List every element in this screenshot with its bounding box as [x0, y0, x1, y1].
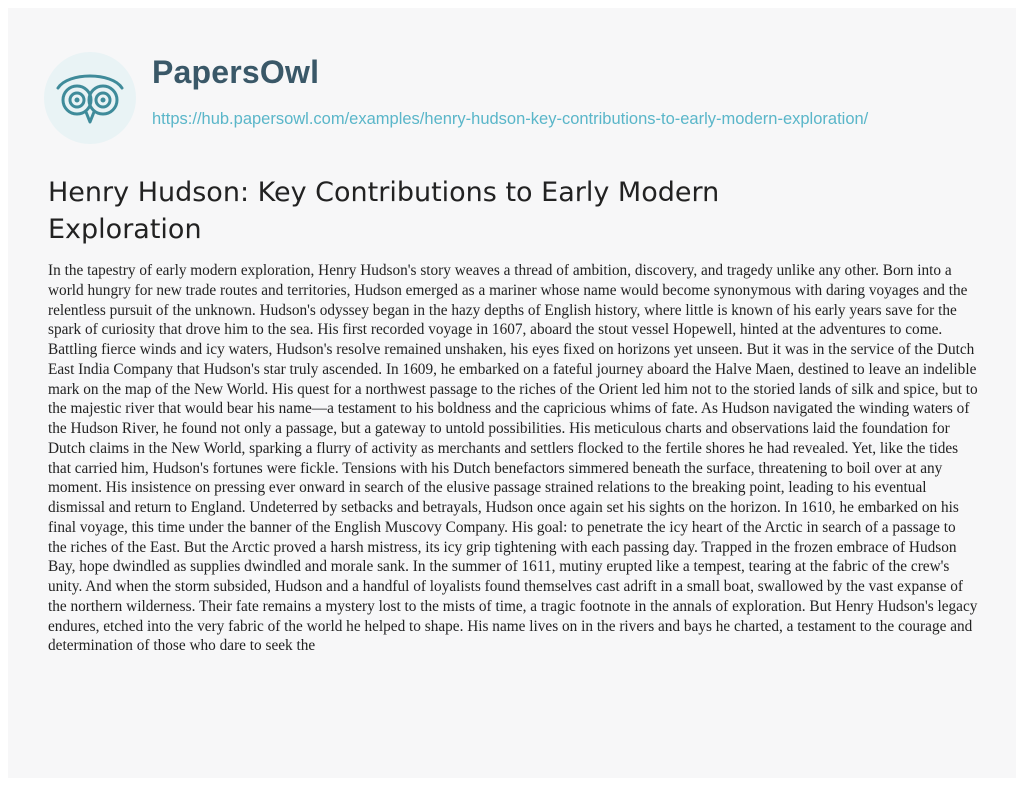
brand-name: PapersOwl	[152, 54, 320, 90]
owl-face-icon	[44, 52, 136, 144]
essay-title: Henry Hudson: Key Contributions to Early Modern Exploration	[48, 177, 720, 245]
essay-body: In the tapestry of early modern exploration, Henry Hudson's story weaves a thread of ambition, discovery, and tragedy unlike any other. Born into a world hungry for new trade routes and territories, Hudson emerged as a mariner whose name would become synonymous with daring voyages and the relentless pursuit of the unknown. Hudson's odyssey began in the hazy depths of English history, where little is known of his early years save for the spark of curiosity that drove him to the sea. His first recorded voyage in 1607, aboard the stout vessel Hopewell, hinted at the adventures to come. Battling fierce winds and icy waters, Hudson's resolve remained unshaken, his eyes fixed on horizons yet unseen. But it was in the service of the Dutch East India Company that Hudson's star truly ascended. In 1609, he embarked on a fateful journey aboard the Halve Maen, destined to leave an indelible mark on the map of the New World. His quest for a northwest passage to the riches of the Orient led him not to the storied lands of silk and spice, but to the majestic river that would bear his name—a testament to his boldness and the capricious whims of fate. As Hudson navigated the winding waters of the Hudson River, he found not only a passage, but a gateway to untold possibilities. His meticulous charts and observations laid the foundation for Dutch claims in the New World, sparking a flurry of activity as merchants and settlers flocked to the fertile shores he had revealed. Yet, like the tides that carried him, Hudson's fortunes were fickle. Tensions with his Dutch benefactors simmered beneath the surface, threatening to boil over at any moment. His insistence on pressing ever onward in search of the elusive passage strained relations to the breaking point, leading to his eventual dismissal and return to England. Undeterred by setbacks and betrayals, Hudson once again set his sights on the horizon. In 1610, he embarked on his final voyage, this time under the banner of the English Muscovy Company. His goal: to penetrate the icy heart of the Arctic in search of a passage to the riches of the East. But the Arctic proved a harsh mistress, its icy grip tightening with each passing day. Trapped in the frozen embrace of Hudson Bay, hope dwindled as supplies dwindled and morale sank. In the summer of 1611, mutiny erupted like a tempest, tearing at the fabric of the crew's unity. And when the storm subsided, Hudson and a handful of loyalists found themselves cast adrift in a small boat, swallowed by the vast expanse of the northern wilderness. Their fate remains a mystery lost to the mists of time, a tragic footnote in the annals of exploration. But Henry Hudson's legacy endures, etched into the very fabric of the world he helped to shape. His name lives on in the rivers and bays he charted, a testament to the courage and determination of those who dare to seek the	[48, 262, 978, 655]
owl-logo-graphic	[44, 52, 136, 144]
document-header	[44, 30, 984, 160]
source-url-link[interactable]: https://hub.papersowl.com/examples/henry-hudson-key-contributions-to-early-modern-exploration/	[152, 110, 869, 128]
